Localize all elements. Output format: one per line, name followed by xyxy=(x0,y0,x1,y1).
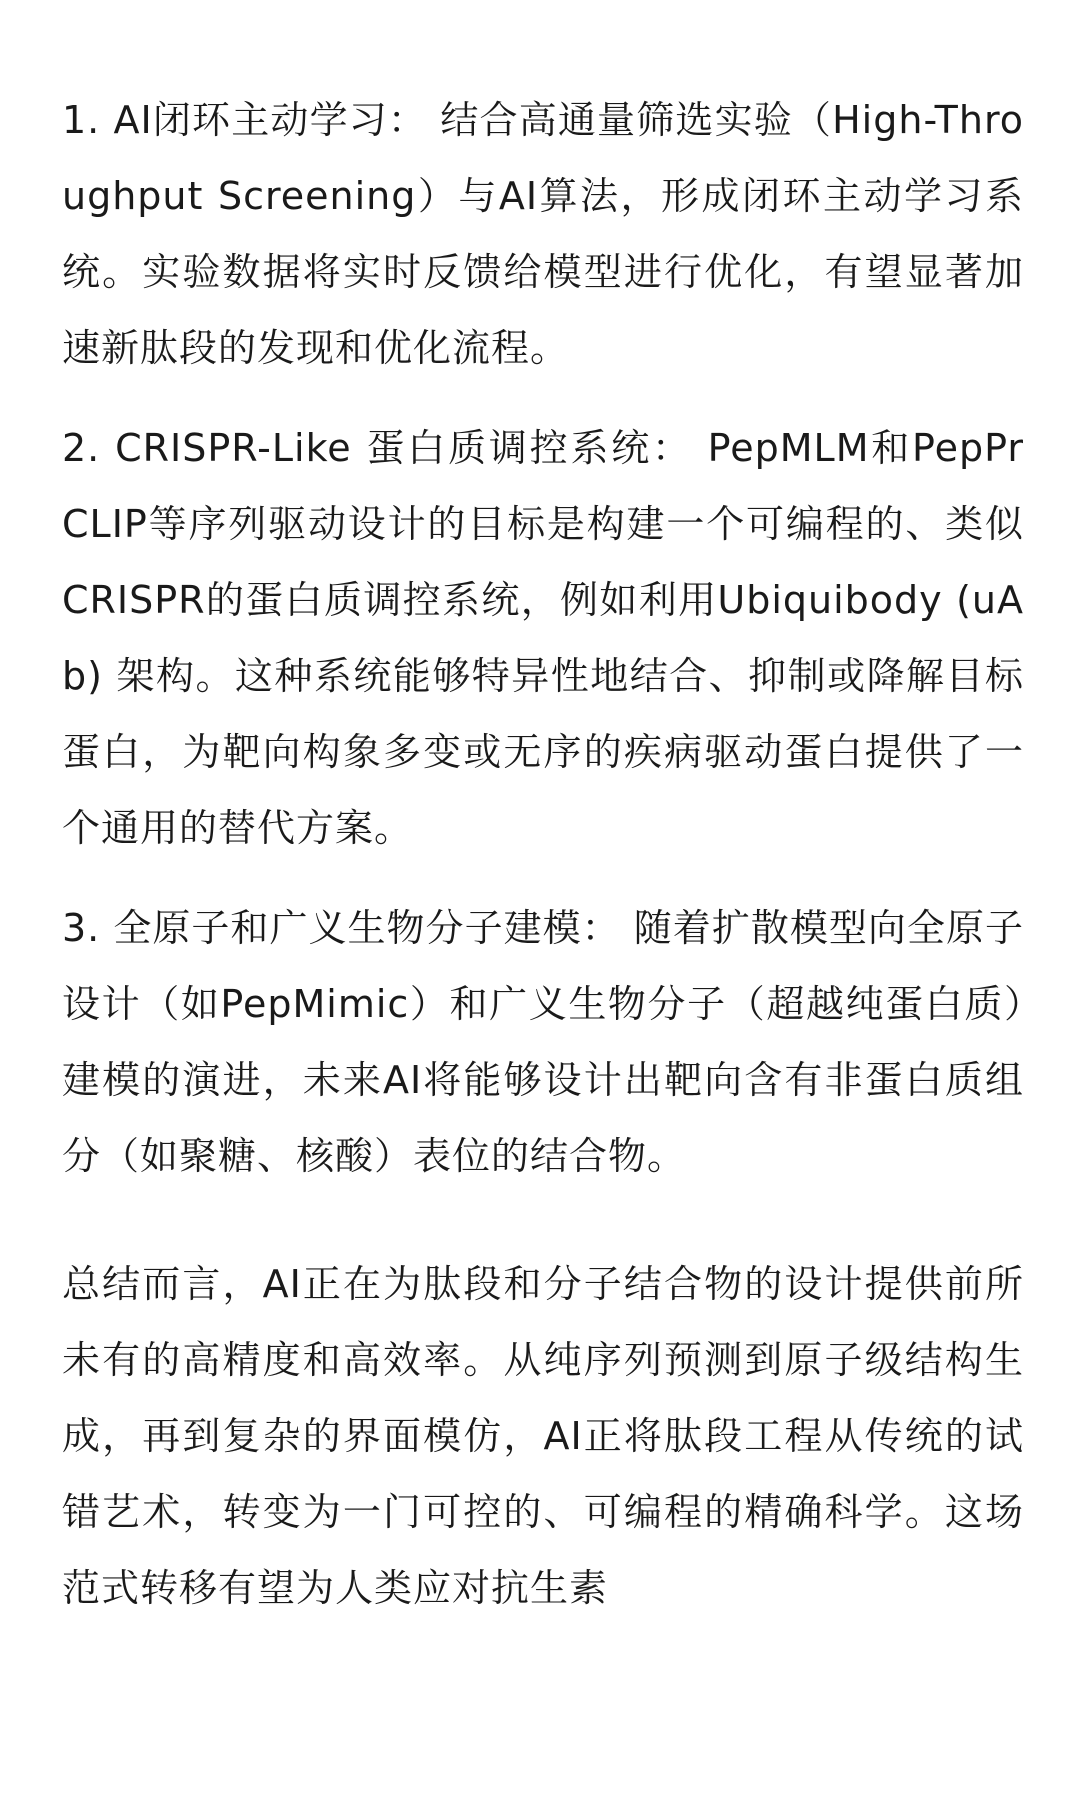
paragraph-ai-closed-loop: 1. AI闭环主动学习： 结合高通量筛选实验（High-Throughput Screening）与AI算法，形成闭环主动学习系统。实验数据将实时反馈给模型进行优化，有望显著加速新肽段的发现和优化流程。 xyxy=(62,98,1024,370)
article-body xyxy=(62,82,1024,1650)
paragraph-crispr-like: 2. CRISPR-Like 蛋白质调控系统： PepMLM和PepPrCLIP等序列驱动设计的目标是构建一个可编程的、类似CRISPR的蛋白质调控系统，例如利用Ubiquibody (uAb) 架构。这种系统能够特异性地结合、抑制或降解目标蛋白，为靶向构象多变或无序的疾病驱动蛋白提供了一个通用的替代方案。 xyxy=(62,426,1024,850)
paragraph-all-atom-modeling: 3. 全原子和广义生物分子建模： 随着扩散模型向全原子设计（如PepMimic）和广义生物分子（超越纯蛋白质）建模的演进，未来AI将能够设计出靶向含有非蛋白质组分（如聚糖、核酸）表位的结合物。 xyxy=(62,906,1024,1178)
paragraph-summary: 总结而言，AI正在为肽段和分子结合物的设计提供前所未有的高精度和高效率。从纯序列预测到原子级结构生成，再到复杂的界面模仿，AI正将肽段工程从传统的试错艺术，转变为一门可控的、可编程的精确科学。这场范式转移有望为人类应对抗生素 xyxy=(62,1262,1024,1610)
